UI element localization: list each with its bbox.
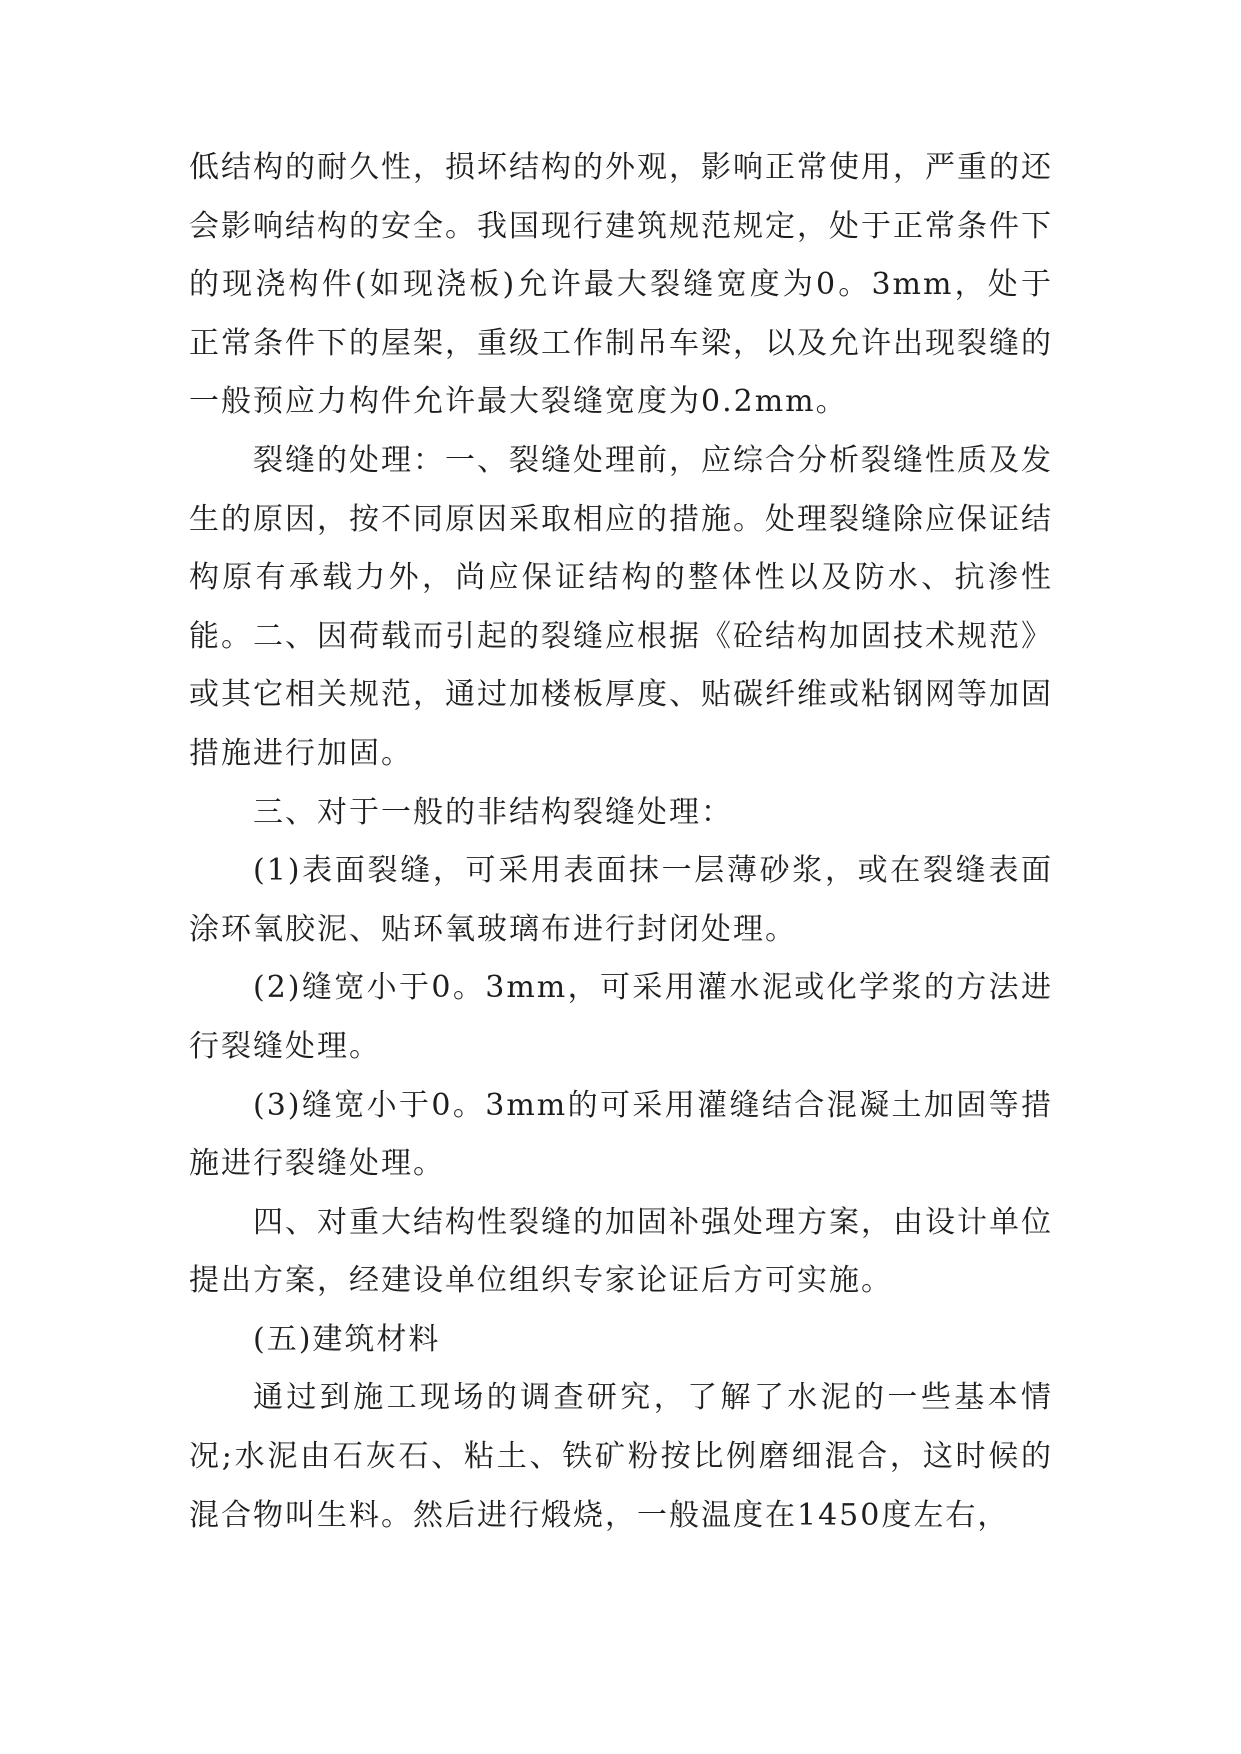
paragraph-non-structural-heading: 三、对于一般的非结构裂缝处理： xyxy=(253,794,733,830)
paragraph-item-1: (1)表面裂缝，可采用表面抹一层薄砂浆，或在裂缝表面涂环氧胶泥、贴环氧玻璃布进行封闭处理。 xyxy=(189,853,1053,947)
document-body xyxy=(189,139,1053,1545)
paragraph-crack-treatment: 裂缝的处理：一、裂缝处理前，应综合分析裂缝性质及发生的原因，按不同原因采取相应的措施。处理裂缝除应保证结构原有承载力外，尚应保证结构的整体性以及防水、抗渗性能。二、因荷载而引起的裂缝应根据《砼结构加固技术规范》或其它相关规范，通过加楼板厚度、贴碳纤维或粘钢网等加固措施进行加固。 xyxy=(189,442,1053,771)
paragraph-continuation: 低结构的耐久性，损坏结构的外观，影响正常使用，严重的还会影响结构的安全。我国现行建筑规范规定，处于正常条件下的现浇构件(如现浇板)允许最大裂缝宽度为0。3mm，处于正常条件下的屋架，重级工作制吊车梁，以及允许出现裂缝的一般预应力构件允许最大裂缝宽度为0.2mm。 xyxy=(189,150,1053,420)
paragraph-major-structural: 四、对重大结构性裂缝的加固补强处理方案，由设计单位提出方案，经建设单位组织专家论证后方可实施。 xyxy=(189,1204,1053,1299)
paragraph-cement-intro: 通过到施工现场的调查研究，了解了水泥的一些基本情况;水泥由石灰石、粘土、铁矿粉按比例磨细混合，这时候的混合物叫生料。然后进行煅烧，一般温度在1450度左右， xyxy=(189,1380,1053,1533)
section-heading-building-materials: (五)建筑材料 xyxy=(253,1321,441,1357)
paragraph-item-3: (3)缝宽小于0。3mm的可采用灌缝结合混凝土加固等措施进行裂缝处理。 xyxy=(189,1087,1053,1182)
paragraph-item-2: (2)缝宽小于0。3mm，可采用灌水泥或化学浆的方法进行裂缝处理。 xyxy=(189,970,1053,1064)
